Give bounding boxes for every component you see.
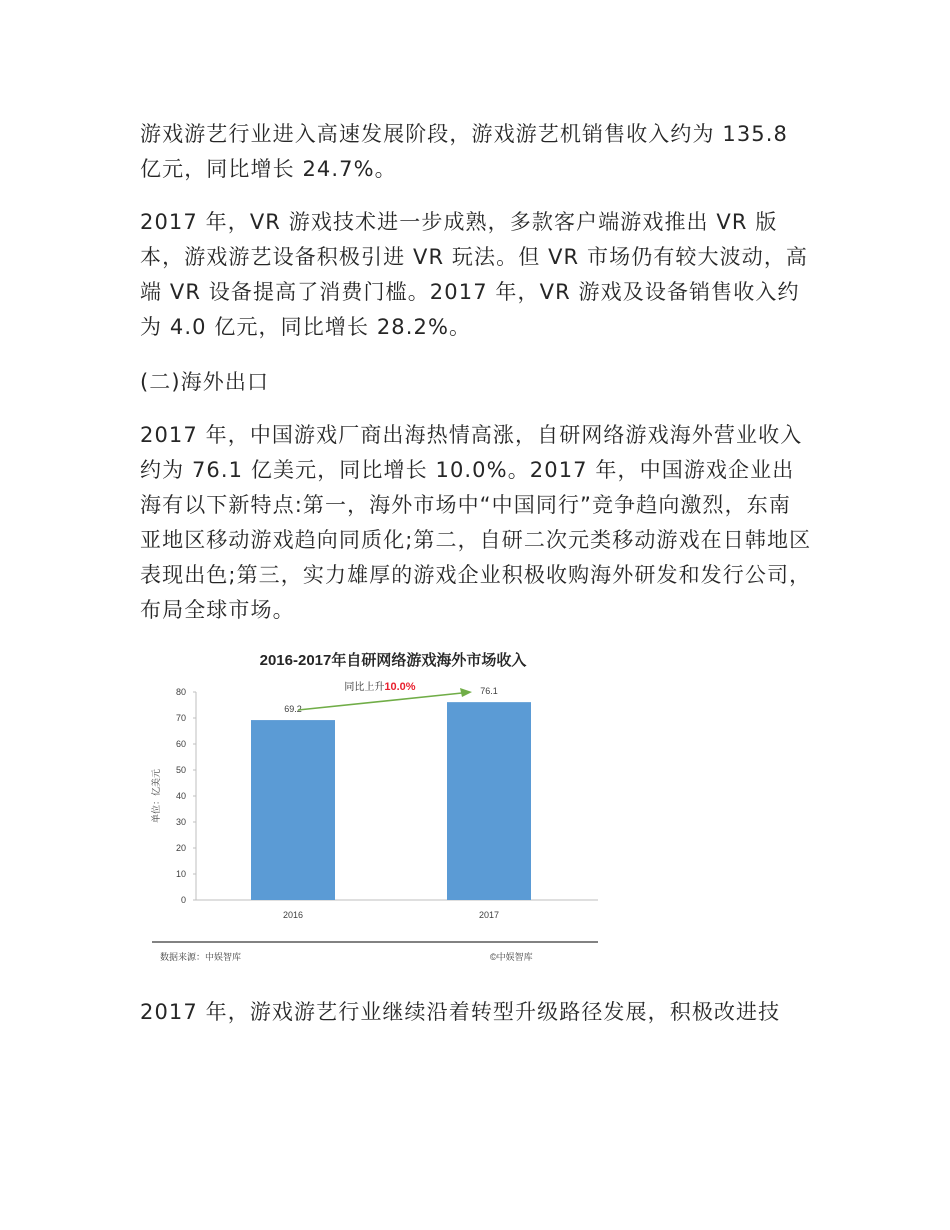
- growth-arrow-head: [460, 688, 472, 697]
- bar-value-label: 69.2: [284, 704, 302, 715]
- x-tick-labels-group: [283, 910, 499, 920]
- bar-value-label: 76.1: [480, 686, 498, 697]
- bars-group: [251, 702, 531, 900]
- paragraph-transformation: 2017 年，游戏游艺行业继续沿着转型升级路径发展，积极改进技: [140, 1000, 781, 1024]
- chart-title: 2016-2017年自研网络游戏海外市场收入: [259, 652, 527, 669]
- y-tick-label: 70: [175, 713, 186, 723]
- chart-svg: [140, 640, 610, 970]
- y-axis-ticks: [176, 687, 196, 905]
- paragraph-arcade-revenue: 游戏游艺行业进入高速发展阶段，游戏游艺机销售收入约为 135.8 亿元，同比增长 24.7%。: [140, 122, 788, 181]
- y-tick-label: 10: [175, 869, 186, 879]
- growth-annotation-prefix: 同比上升: [344, 682, 385, 693]
- growth-annotation: [344, 680, 415, 693]
- y-tick-label: 20: [175, 843, 186, 853]
- paragraph-overseas-revenue: 2017 年，中国游戏厂商出海热情高涨，自研网络游戏海外营业收入约为 76.1 亿美元，同比增长 10.0%。2017 年，中国游戏企业出海有以下新特点:第一，海外市场中“中国同行”竞争趋向激烈，东南亚地区移动游戏趋向同质化;第二，自研二次元类移动游戏在日韩地区表现出色;第三，实力雄厚的游戏企业积极收购海外研发和发行公司，布局全球市场。: [140, 423, 812, 622]
- y-tick-label: 60: [175, 739, 186, 749]
- x-tick-label: 2017: [478, 910, 500, 920]
- growth-annotation-value: 10.0%: [384, 681, 416, 693]
- x-tick-label: 2016: [282, 910, 304, 920]
- bar-2016: [251, 720, 335, 900]
- data-source-note: 数据来源：中娱智库: [160, 952, 242, 962]
- y-tick-label: 80: [175, 687, 186, 697]
- y-tick-label: 30: [175, 817, 186, 827]
- y-tick-label: 50: [175, 765, 186, 775]
- bar-2017: [447, 702, 531, 900]
- y-tick-label: 0: [180, 895, 186, 905]
- copyright-note: ©中娱智库: [490, 952, 533, 962]
- overseas-revenue-chart: [140, 640, 610, 970]
- section-heading-overseas-export: (二)海外出口: [140, 370, 270, 394]
- growth-arrow-line: [298, 693, 462, 710]
- y-tick-label: 40: [175, 791, 186, 801]
- y-axis-label: 单位：亿美元: [151, 768, 161, 824]
- paragraph-vr-games: 2017 年，VR 游戏技术进一步成熟，多款客户端游戏推出 VR 版本，游戏游艺设备积极引进 VR 玩法。但 VR 市场仍有较大波动，高端 VR 设备提高了消费门槛。2017 年，VR 游戏及设备销售收入约为 4.0 亿元，同比增长 28.2%。: [140, 210, 809, 339]
